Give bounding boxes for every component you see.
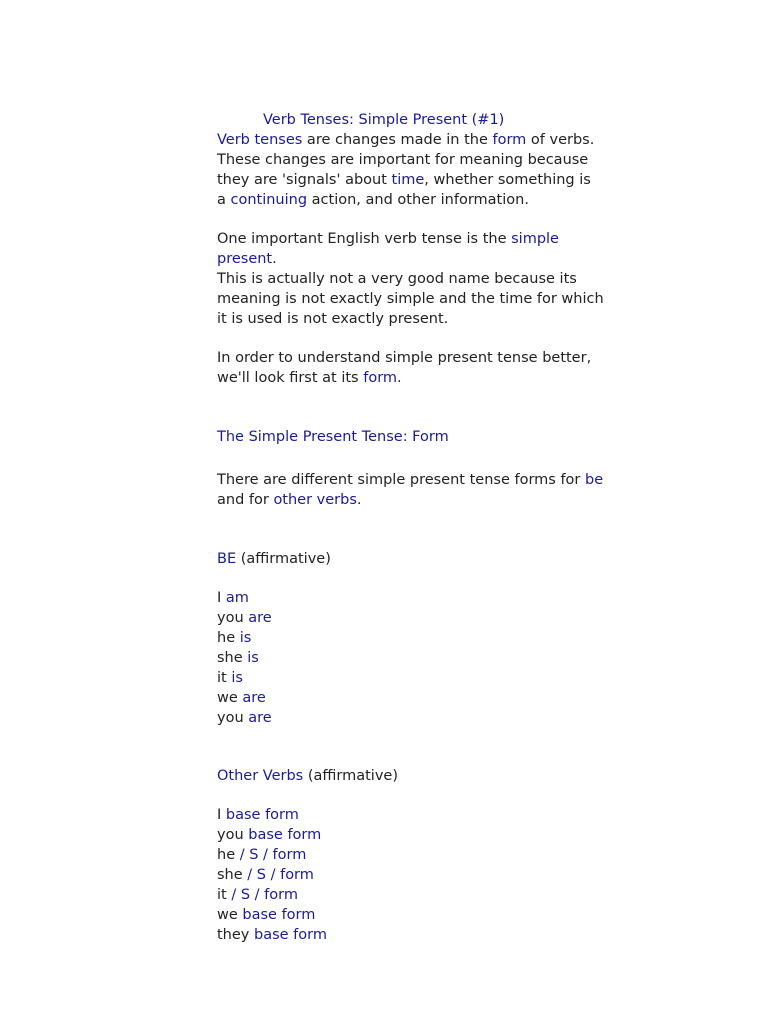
other-verbs-heading-link[interactable]: Other Verbs (217, 768, 304, 784)
forms-paragraph (217, 470, 637, 510)
intro-line-1: Verb tenses are changes made in the form of verbs. (217, 132, 595, 148)
other-verbs-heading: Other Verbs (affirmative) (217, 768, 398, 784)
list-item: they base form (217, 927, 327, 943)
list-item: we are (217, 690, 266, 706)
list-item: she / S / form (217, 867, 314, 883)
intro-paragraph (217, 130, 637, 210)
link-other-verbs[interactable]: other verbs (273, 492, 357, 508)
simple-present-paragraph (217, 229, 637, 329)
list-item: you base form (217, 827, 322, 843)
list-item: I base form (217, 807, 299, 823)
list-item: it is (217, 670, 243, 686)
link-form[interactable]: form (492, 132, 527, 148)
be-heading: BE (affirmative) (217, 551, 331, 567)
intro-line-3: they are 'signals' about time, whether something is (217, 172, 591, 188)
list-item: I am (217, 590, 249, 606)
list-item: he / S / form (217, 847, 307, 863)
link-verb-tenses[interactable]: Verb tenses (217, 132, 303, 148)
list-item: it / S / form (217, 887, 298, 903)
link-present[interactable]: present (217, 251, 273, 267)
document-title: Verb Tenses: Simple Present (#1) (263, 112, 505, 128)
understand-paragraph (217, 348, 637, 388)
list-item: you are (217, 610, 272, 626)
list-item: she is (217, 650, 259, 666)
para2-line-5: it is used is not exactly present. (217, 311, 449, 327)
para3-line-2: we'll look first at its form. (217, 370, 402, 386)
list-item: we base form (217, 907, 316, 923)
be-heading-link[interactable]: BE (217, 551, 237, 567)
para3-line-1: In order to understand simple present tense better, (217, 350, 592, 366)
list-item: you are (217, 710, 272, 726)
document-page (217, 110, 637, 945)
link-continuing[interactable]: continuing (230, 192, 308, 208)
para4-line-2: and for other verbs. (217, 492, 362, 508)
link-time[interactable]: time (391, 172, 425, 188)
other-verbs-conjugation-list (217, 805, 637, 945)
intro-line-2: These changes are important for meaning because (217, 152, 589, 168)
be-conjugation-list (217, 588, 637, 728)
intro-line-4: a continuing action, and other information. (217, 192, 529, 208)
section-heading: The Simple Present Tense: Form (217, 429, 449, 445)
para2-line-3: This is actually not a very good name because its (217, 271, 577, 287)
link-form-2[interactable]: form (363, 370, 398, 386)
link-simple[interactable]: simple (511, 231, 559, 247)
para4-line-1: There are different simple present tense forms for be (217, 472, 604, 488)
para2-line-4: meaning is not exactly simple and the time for which (217, 291, 604, 307)
link-be[interactable]: be (585, 472, 604, 488)
list-item: he is (217, 630, 252, 646)
para2-line-1: One important English verb tense is the simple (217, 231, 559, 247)
para2-line-2: present. (217, 251, 277, 267)
